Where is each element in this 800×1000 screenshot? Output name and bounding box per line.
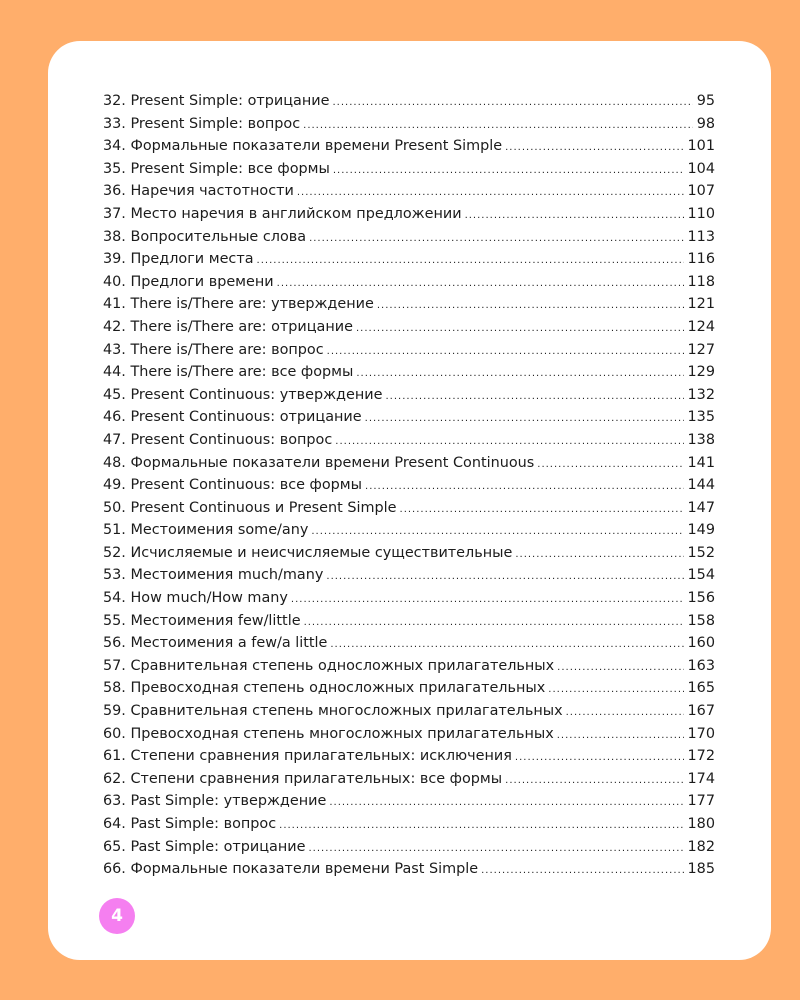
toc-entry-page: 167 <box>687 703 715 720</box>
toc-entry-title: 36. Наречия частотности <box>103 183 294 200</box>
toc-entry-title: 47. Present Continuous: вопрос <box>103 431 333 448</box>
toc-entry-title: 41. There is/There are: утверждение <box>103 296 374 313</box>
toc-entry-title: 65. Past Simple: отрицание <box>103 838 306 855</box>
toc-entry[interactable] <box>103 429 715 452</box>
toc-entry[interactable] <box>103 180 715 203</box>
toc-entry-title: 60. Превосходная степень многосложных прилагательных <box>103 725 554 742</box>
toc-entry-page: 113 <box>687 228 715 245</box>
toc-entry-title: 38. Вопросительные слова <box>103 228 307 245</box>
toc-entry[interactable] <box>103 203 715 226</box>
toc-entry-title: 43. There is/There are: вопрос <box>103 341 324 358</box>
toc-entry-page: 138 <box>687 431 715 448</box>
toc-entry-title: 66. Формальные показатели времени Past Simple <box>103 861 479 878</box>
toc-entry[interactable] <box>103 655 715 678</box>
toc-entry-page: 152 <box>687 544 715 561</box>
toc-entry[interactable] <box>103 745 715 768</box>
toc-entry-title: 51. Местоимения some/any <box>103 522 309 539</box>
toc-entry-title: 61. Степени сравнения прилагательных: исключения <box>103 748 512 765</box>
toc-entry-title: 52. Исчисляемые и неисчисляемые существительные <box>103 544 513 561</box>
toc-entry-title: 35. Present Simple: все формы <box>103 160 330 177</box>
toc-entry[interactable] <box>103 248 715 271</box>
toc-entry-title: 34. Формальные показатели времени Present Simple <box>103 138 503 155</box>
toc-dot-leader <box>309 838 684 861</box>
toc-entry-title: 57. Сравнительная степень односложных прилагательных <box>103 657 555 674</box>
toc-entry-page: 129 <box>687 364 715 381</box>
toc-entry-title: 39. Предлоги места <box>103 251 254 268</box>
toc-entry-title: 55. Местоимения few/little <box>103 612 301 629</box>
toc-entry-title: 48. Формальные показатели времени Present Continuous <box>103 454 535 471</box>
toc-entry[interactable] <box>103 384 715 407</box>
toc-entry-title: 64. Past Simple: вопрос <box>103 816 277 832</box>
toc-dot-leader <box>356 318 684 341</box>
toc-entry-title: 59. Сравнительная степень многосложных прилагательных <box>103 703 563 720</box>
toc-entry[interactable] <box>103 293 715 316</box>
toc-dot-leader <box>279 815 683 838</box>
toc-dot-leader <box>465 205 684 228</box>
toc-entry-page: 121 <box>687 296 715 313</box>
toc-dot-leader <box>277 273 684 296</box>
toc-entry-title: 44. There is/There are: все формы <box>103 364 354 381</box>
toc-entry-title: 49. Present Continuous: все формы <box>103 477 363 494</box>
toc-entry-page: 141 <box>687 454 715 471</box>
toc-dot-leader <box>291 589 684 612</box>
toc-entry-page: 154 <box>687 567 715 584</box>
toc-entry-page: 170 <box>687 725 715 742</box>
toc-entry[interactable] <box>103 677 715 700</box>
toc-dot-leader <box>356 363 683 386</box>
toc-entry-page: 116 <box>687 251 715 268</box>
toc-dot-leader <box>329 792 683 815</box>
toc-entry-page: 182 <box>687 838 715 855</box>
toc-entry-page: 118 <box>687 273 715 290</box>
toc-entry[interactable] <box>103 858 715 881</box>
toc-entry-title: 53. Местоимения much/many <box>103 567 324 584</box>
toc-entry[interactable] <box>103 836 715 859</box>
toc-entry-page: 165 <box>687 680 715 697</box>
toc-dot-leader <box>303 115 693 138</box>
toc-dot-leader <box>257 250 684 273</box>
toc-entry-page: 174 <box>687 770 715 787</box>
toc-entry-title: 46. Present Continuous: отрицание <box>103 409 362 426</box>
page-number-badge: 4 <box>99 898 135 934</box>
toc-entry-page: 172 <box>687 748 715 765</box>
toc-entry-page: 180 <box>687 816 715 832</box>
toc-dot-leader <box>505 137 683 160</box>
toc-entry-page: 147 <box>687 499 715 516</box>
toc-entry[interactable] <box>103 700 715 723</box>
toc-entry-page: 107 <box>687 183 715 200</box>
toc-entry-title: 33. Present Simple: вопрос <box>103 115 301 132</box>
toc-dot-leader <box>385 386 683 409</box>
toc-entry-page: 158 <box>687 612 715 629</box>
toc-dot-leader <box>548 679 683 702</box>
toc-entry-title: 32. Present Simple: отрицание <box>103 93 330 109</box>
toc-entry[interactable] <box>103 226 715 249</box>
toc-dot-leader <box>557 657 683 680</box>
toc-entry[interactable] <box>103 339 715 362</box>
toc-entry[interactable] <box>103 90 715 113</box>
toc-entry-title: 42. There is/There are: отрицание <box>103 318 353 335</box>
toc-entry[interactable] <box>103 271 715 294</box>
toc-entry[interactable] <box>103 406 715 429</box>
toc-dot-leader <box>326 566 683 589</box>
toc-entry-title: 58. Превосходная степень односложных прилагательных <box>103 680 546 697</box>
toc-dot-leader <box>481 860 683 883</box>
toc-entry[interactable] <box>103 542 715 565</box>
toc-entry-page: 163 <box>687 657 715 674</box>
toc-entry-page: 135 <box>687 409 715 426</box>
toc-entry-page: 144 <box>687 477 715 494</box>
toc-entry-page: 149 <box>687 522 715 539</box>
toc-entry-page: 132 <box>687 386 715 403</box>
toc-entry[interactable] <box>103 113 715 136</box>
toc-dot-leader <box>333 160 684 183</box>
toc-entry-page: 110 <box>687 205 715 222</box>
toc-dot-leader <box>505 770 683 793</box>
toc-entry-title: 50. Present Continuous и Present Simple <box>103 499 397 516</box>
toc-entry-title: 62. Степени сравнения прилагательных: все формы <box>103 770 503 787</box>
toc-dot-leader <box>335 431 683 454</box>
toc-dot-leader <box>365 408 684 431</box>
toc-entry[interactable] <box>103 158 715 181</box>
toc-dot-leader <box>333 92 693 115</box>
toc-entry[interactable] <box>103 790 715 813</box>
toc-entry-title: 37. Место наречия в английском предложении <box>103 205 462 222</box>
toc-entry[interactable] <box>103 632 715 655</box>
toc-entry-page: 95 <box>696 93 715 109</box>
toc-entry[interactable] <box>103 587 715 610</box>
toc-entry[interactable] <box>103 723 715 746</box>
table-of-contents <box>103 90 715 881</box>
toc-dot-leader <box>311 521 683 544</box>
toc-entry[interactable] <box>103 768 715 791</box>
toc-entry-page: 98 <box>696 115 715 132</box>
toc-entry-page: 160 <box>687 635 715 652</box>
toc-entry-title: 56. Местоимения a few/a little <box>103 635 328 652</box>
toc-entry-title: 45. Present Continuous: утверждение <box>103 386 383 403</box>
toc-entry-title: 63. Past Simple: утверждение <box>103 793 327 810</box>
toc-dot-leader <box>515 544 683 567</box>
toc-dot-leader <box>537 454 683 477</box>
toc-dot-leader <box>330 634 683 657</box>
toc-entry-page: 156 <box>687 590 715 607</box>
toc-dot-leader <box>557 725 684 748</box>
toc-entry[interactable] <box>103 564 715 587</box>
toc-dot-leader <box>515 747 684 770</box>
toc-entry-title: 40. Предлоги времени <box>103 273 274 290</box>
toc-entry[interactable] <box>103 519 715 542</box>
toc-dot-leader <box>377 295 684 318</box>
toc-entry[interactable] <box>103 135 715 158</box>
toc-dot-leader <box>327 341 684 364</box>
toc-entry-page: 124 <box>687 318 715 335</box>
toc-entry-title: 54. How much/How many <box>103 590 288 607</box>
toc-entry[interactable] <box>103 813 715 836</box>
toc-entry-page: 104 <box>687 160 715 177</box>
toc-entry[interactable] <box>103 497 715 520</box>
toc-entry-page: 127 <box>687 341 715 358</box>
toc-entry-page: 177 <box>687 793 715 810</box>
toc-entry[interactable] <box>103 361 715 384</box>
toc-dot-leader <box>365 476 684 499</box>
toc-entry[interactable] <box>103 452 715 475</box>
toc-dot-leader <box>566 702 684 725</box>
toc-dot-leader <box>400 499 684 522</box>
toc-entry[interactable] <box>103 474 715 497</box>
toc-dot-leader <box>304 612 684 635</box>
toc-entry-page: 185 <box>687 861 715 878</box>
toc-entry[interactable] <box>103 316 715 339</box>
toc-dot-leader <box>309 228 683 251</box>
toc-entry[interactable] <box>103 610 715 633</box>
toc-entry-page: 101 <box>687 138 715 155</box>
toc-dot-leader <box>297 182 684 205</box>
